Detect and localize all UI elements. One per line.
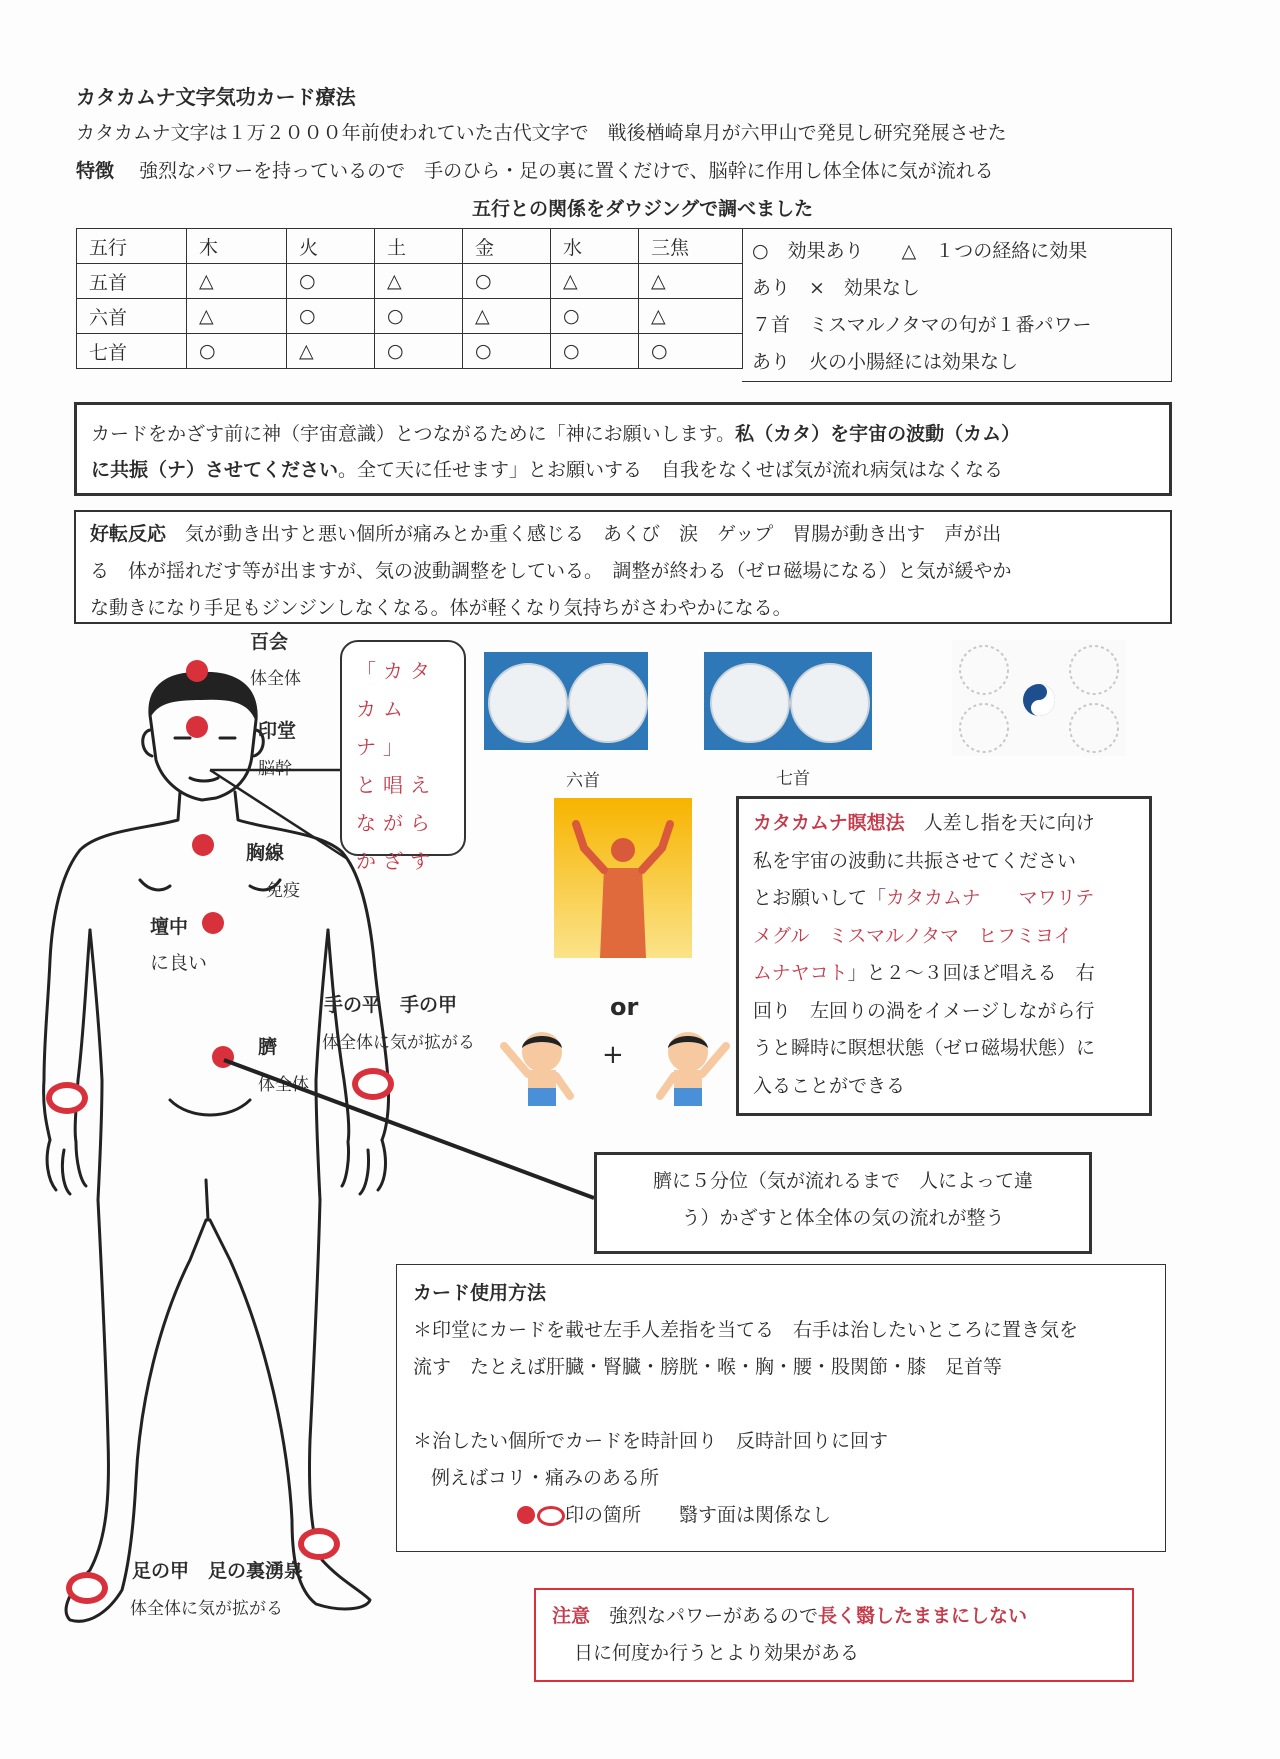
marker-ring-icon bbox=[537, 1506, 565, 1526]
table-cell: ○ bbox=[551, 334, 639, 369]
label-hand-sub: 体全体に気が拡がる bbox=[322, 1033, 475, 1053]
navel-line: う）かざすと体全体の気の流れが整う bbox=[681, 1207, 1005, 1229]
table-header: 金 bbox=[463, 229, 551, 264]
meditation-box bbox=[736, 796, 1152, 1116]
meditation-mantra: カタカムナ マワリテ bbox=[886, 887, 1095, 909]
prayer-text-4: 。全て天に任せます」とお願いする 自我をなくせば気が流れ病気はなくなる bbox=[338, 459, 1004, 481]
usage-line: 流す たとえば肝臓・腎臓・膀胱・喉・胸・腰・股関節・膝 足首等 bbox=[413, 1356, 1003, 1378]
table-cell: ○ bbox=[287, 264, 375, 299]
table-cell: △ bbox=[287, 334, 375, 369]
or-label: or bbox=[610, 993, 639, 1021]
caution-emphasis: 長く翳したままにしない bbox=[818, 1605, 1028, 1627]
table-cell: △ bbox=[551, 264, 639, 299]
table-cell: △ bbox=[375, 264, 463, 299]
feature-label: 特徴 bbox=[76, 160, 115, 182]
label-hyakue-sub: 体全体 bbox=[250, 669, 301, 689]
prayer-text-1: カードをかざす前に神（宇宙意識）とつながるために「神にお願いします。 bbox=[91, 423, 736, 445]
table-header: 三焦 bbox=[639, 229, 743, 264]
legend-line: ７首 ミスマルノタマの句が１番パワー bbox=[752, 314, 1092, 336]
table-header: 水 bbox=[551, 229, 639, 264]
reaction-line: な動きになり手足もジンジンしなくなる。体が軽くなり気持ちがさわやかになる。 bbox=[90, 597, 792, 619]
page-title: カタカムナ文字気功カード療法 bbox=[76, 85, 356, 109]
table-title: 五行との関係をダウジングで調べました bbox=[472, 198, 814, 220]
table-header: 火 bbox=[287, 229, 375, 264]
usage-line: 例えばコリ・痛みのある所 bbox=[431, 1467, 660, 1489]
meditation-mantra: メグル ミスマルノタマ ヒフミヨイ bbox=[753, 924, 1073, 947]
intro-text: カタカムナ文字は１万２０００年前使われていた古代文字で 戦後楢崎皐月が六甲山で発見し研究発展させた bbox=[76, 122, 1007, 144]
label-hand: 手の平 手の甲 bbox=[324, 994, 458, 1016]
caution-text: 強烈なパワーがあるので bbox=[609, 1605, 819, 1627]
label-heso-sub: 体全体 bbox=[258, 1075, 309, 1095]
label-heso: 臍 bbox=[258, 1036, 278, 1058]
table-cell: △ bbox=[463, 299, 551, 334]
table-cell: ○ bbox=[187, 334, 287, 369]
caution-box bbox=[534, 1588, 1134, 1682]
usage-title: カード使用方法 bbox=[413, 1282, 547, 1304]
table-cell: 七首 bbox=[77, 334, 187, 369]
label-indo-sub: 脳幹 bbox=[258, 759, 292, 779]
legend-line: あり 火の小腸経には効果なし bbox=[752, 351, 1019, 373]
meditation-line: うと瞬時に瞑想状態（ゼロ磁場状態）に bbox=[753, 1037, 1096, 1059]
mandala-image bbox=[952, 640, 1126, 756]
table-cell: ○ bbox=[287, 299, 375, 334]
prayer-text-2: 私（カタ）を宇宙の波動（カム） bbox=[735, 423, 1021, 445]
label-kyosen: 胸線 bbox=[246, 842, 285, 864]
boy-right-icon bbox=[646, 1026, 736, 1112]
card-six-label: 六首 bbox=[566, 771, 600, 791]
caution-label: 注意 bbox=[552, 1605, 591, 1627]
table-cell: 五首 bbox=[77, 264, 187, 299]
speech-line: ながら bbox=[356, 811, 437, 835]
label-hyakue: 百会 bbox=[250, 631, 289, 653]
meditation-line: 私を宇宙の波動に共振させてください bbox=[753, 849, 1077, 872]
meditation-title: カタカムナ瞑想法 bbox=[753, 812, 905, 834]
table-header: 五行 bbox=[77, 229, 187, 264]
usage-line: ＊治したい個所でカードを時計回り 反時計回りに回す bbox=[413, 1430, 889, 1452]
table-header: 土 bbox=[375, 229, 463, 264]
meditation-mantra: ムナヤコト bbox=[753, 962, 848, 984]
feature-text: 強烈なパワーを持っているので 手のひら・足の裏に置くだけで、脳幹に作用し体全体に気が流れる bbox=[139, 160, 994, 182]
legend-line: あり × 効果なし bbox=[752, 277, 920, 299]
label-foot: 足の甲 足の裏湧泉 bbox=[132, 1560, 304, 1582]
reaction-line: る 体が揺れだす等が出ますが、気の波動調整をしている。 調整が終わる（ゼロ磁場になる）と気が緩やか bbox=[90, 560, 1012, 582]
card-seven-label: 七首 bbox=[776, 769, 810, 789]
navel-box bbox=[594, 1152, 1092, 1254]
reaction-label: 好転反応 bbox=[90, 523, 167, 545]
table-header: 木 bbox=[187, 229, 287, 264]
marker-dot-icon bbox=[517, 1506, 535, 1524]
card-seven-image bbox=[704, 652, 872, 750]
reaction-line: 気が動き出すと悪い個所が痛みとか重く感じる あくび 涙 ゲップ 胃腸が動き出す 声が出 bbox=[185, 523, 1002, 545]
meditation-line: 人差し指を天に向け bbox=[923, 812, 1095, 834]
caution-line: 日に何度か行うとより効果がある bbox=[574, 1642, 860, 1664]
navel-line: 臍に５分位（気が流れるまで 人によって違 bbox=[652, 1170, 1033, 1192]
label-danchu-sub: に良い bbox=[150, 952, 208, 974]
table-cell: ○ bbox=[375, 334, 463, 369]
speech-line: カムナ」 bbox=[356, 697, 410, 759]
legend-line: ○ 効果あり △ １つの経絡に効果 bbox=[752, 240, 1088, 262]
usage-line: ＊印堂にカードを載せ左手人差指を当てる 右手は治したいところに置き気を bbox=[413, 1319, 1079, 1341]
table-cell: △ bbox=[187, 264, 287, 299]
meditation-line: 回り 左回りの渦をイメージしながら行 bbox=[753, 999, 1095, 1022]
table-cell: ○ bbox=[551, 299, 639, 334]
label-indo: 印堂 bbox=[258, 720, 297, 742]
prayer-text-3: に共振（ナ）させてください bbox=[91, 459, 339, 481]
plus-label: + bbox=[602, 1040, 624, 1070]
silhouette-icon bbox=[554, 798, 692, 958]
speech-line: かざす bbox=[356, 849, 437, 873]
meditation-line: 入ることができる bbox=[753, 1074, 906, 1097]
table-cell: 六首 bbox=[77, 299, 187, 334]
table-cell: ○ bbox=[463, 334, 551, 369]
table-cell: ○ bbox=[375, 299, 463, 334]
label-kyosen-sub: 免疫 bbox=[266, 881, 300, 901]
meditation-line: とお願いして「 bbox=[753, 887, 887, 909]
usage-line: 印の箇所 翳す面は関係なし bbox=[565, 1504, 832, 1526]
label-foot-sub: 体全体に気が拡がる bbox=[130, 1599, 283, 1619]
table-cell: △ bbox=[639, 264, 743, 299]
meditation-figure-image bbox=[554, 798, 692, 958]
table-cell: ○ bbox=[639, 334, 743, 369]
card-six-image bbox=[484, 652, 648, 750]
meditation-line: 」と２～３回ほど唱える 右 bbox=[847, 962, 1095, 984]
boy-left-icon bbox=[494, 1026, 584, 1112]
speech-bubble bbox=[340, 640, 466, 873]
table-cell: ○ bbox=[463, 264, 551, 299]
speech-line: 「カタ bbox=[356, 659, 437, 683]
table-cell: △ bbox=[187, 299, 287, 334]
speech-line: と唱え bbox=[356, 773, 437, 797]
label-danchu: 壇中 bbox=[150, 916, 189, 938]
table-cell: △ bbox=[639, 299, 743, 334]
usage-box bbox=[396, 1264, 1166, 1552]
